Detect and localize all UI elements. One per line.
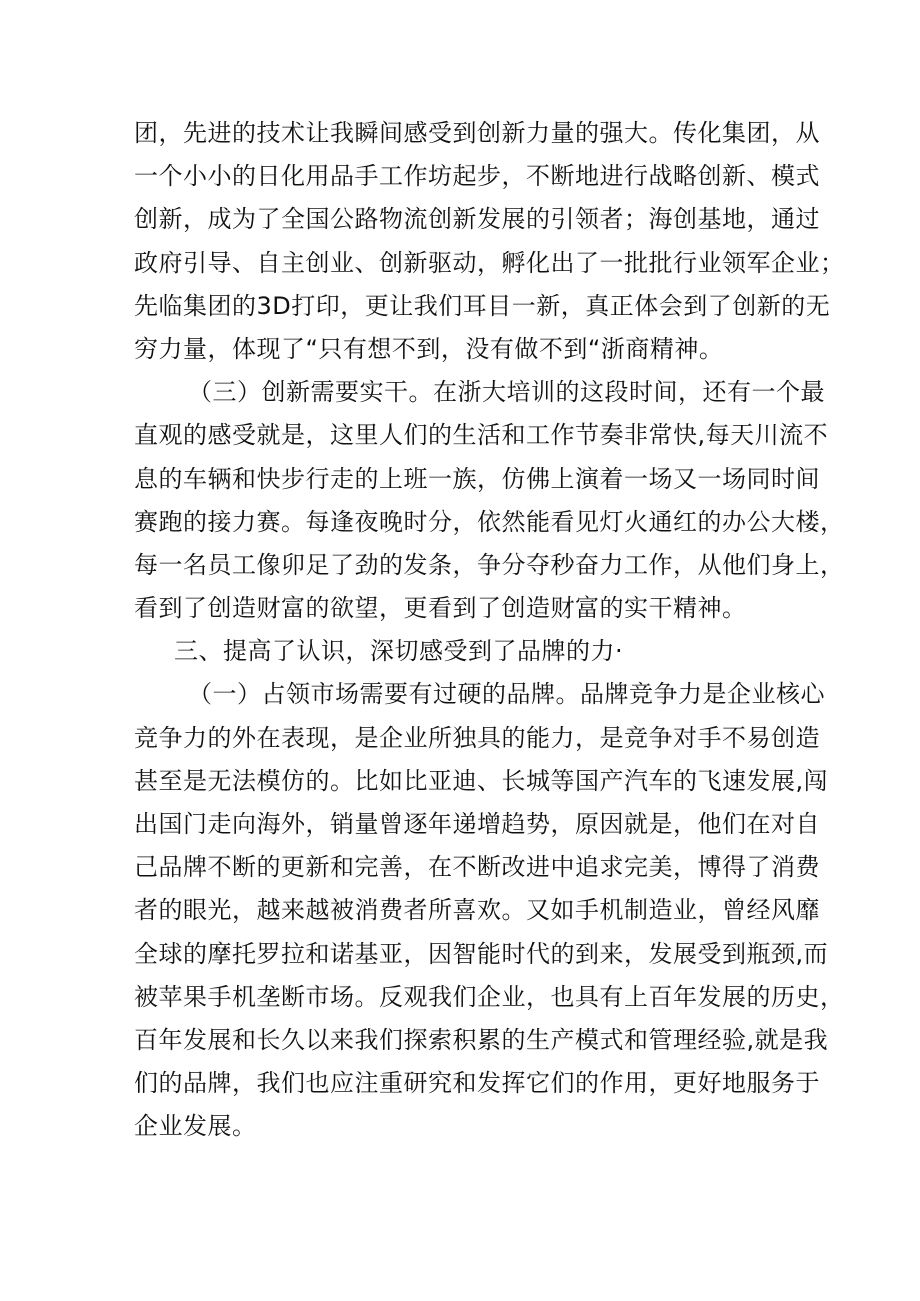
text-line-10: 赛跑的接力赛。每逢夜晚时分，依然能看见灯火通红的办公大楼，	[134, 507, 845, 536]
text-line-6: 穷力量，体现了“只有想不到，没有做不到“浙商精神。	[134, 334, 724, 363]
text-line-11: 每一名员工像卯足了劲的发条，争分夺秒奋力工作，从他们身上，	[134, 550, 845, 579]
document-body	[134, 112, 845, 1149]
text-line-9: 息的车辆和快步行走的上班一族，仿佛上演着一场又一场同时间	[134, 464, 820, 493]
text-line-2: 一个小小的日化用品手工作坊起步，不断地进行战略创新、模式	[134, 162, 820, 191]
text-line-19: 者的眼光，越来越被消费者所喜欢。又如手机制造业，曾经风靡	[134, 896, 820, 925]
text-line-23: 们的品牌，我们也应注重研究和发挥它们的作用，更好地服务于	[134, 1069, 820, 1098]
text-line-18: 己品牌不断的更新和完善，在不断改进中追求完美，博得了消费	[134, 853, 820, 882]
text-line-21: 被苹果手机垄断市场。反观我们企业，也具有上百年发展的历史，	[134, 982, 845, 1011]
text-line-17: 出国门走向海外，销量曾逐年递增趋势，原因就是，他们在对自	[134, 810, 820, 838]
text-line-1: 团，先进的技术让我瞬间感受到创新力量的强大。传化集团，从	[134, 119, 820, 147]
text-line-24: 企业发展。	[134, 1112, 257, 1141]
text-line-20: 全球的摩托罗拉和诺基亚，因智能时代的到来，发展受到瓶颈,而	[134, 939, 829, 968]
text-line-22: 百年发展和长久以来我们探索积累的生产模式和管理经验,就是我	[134, 1025, 829, 1054]
text-line-8: 直观的感受就是，这里人们的生活和工作节奏非常快,每天川流不	[134, 421, 829, 450]
text-line-16: 甚至是无法模仿的。比如比亚迪、长城等国产汽车的飞速发展,闯	[134, 766, 829, 795]
text-line-3: 创新，成为了全国公路物流创新发展的引领者；海创基地，通过	[134, 205, 820, 234]
text-line-12: 看到了创造财富的欲望，更看到了创造财富的实干精神。	[134, 594, 747, 623]
subsection-three-start: （三）创新需要实干。在浙大培训的这段时间，还有一个最	[188, 378, 825, 407]
text-line-4: 政府引导、自主创业、创新驱动，孵化出了一批批行业领军企业；	[134, 248, 845, 277]
section-three-heading: 三、提高了认识，深切感受到了品牌的力·	[174, 637, 624, 666]
text-line-15: 竞争力的外在表现，是企业所独具的能力，是竞争对手不易创造	[134, 723, 820, 752]
subsection-one-start: （一）占领市场需要有过硬的品牌。品牌竞争力是企业核心	[188, 680, 825, 709]
text-line-5: 先临集团的3D打印，更让我们耳目一新，真正体会到了创新的无	[134, 291, 831, 320]
